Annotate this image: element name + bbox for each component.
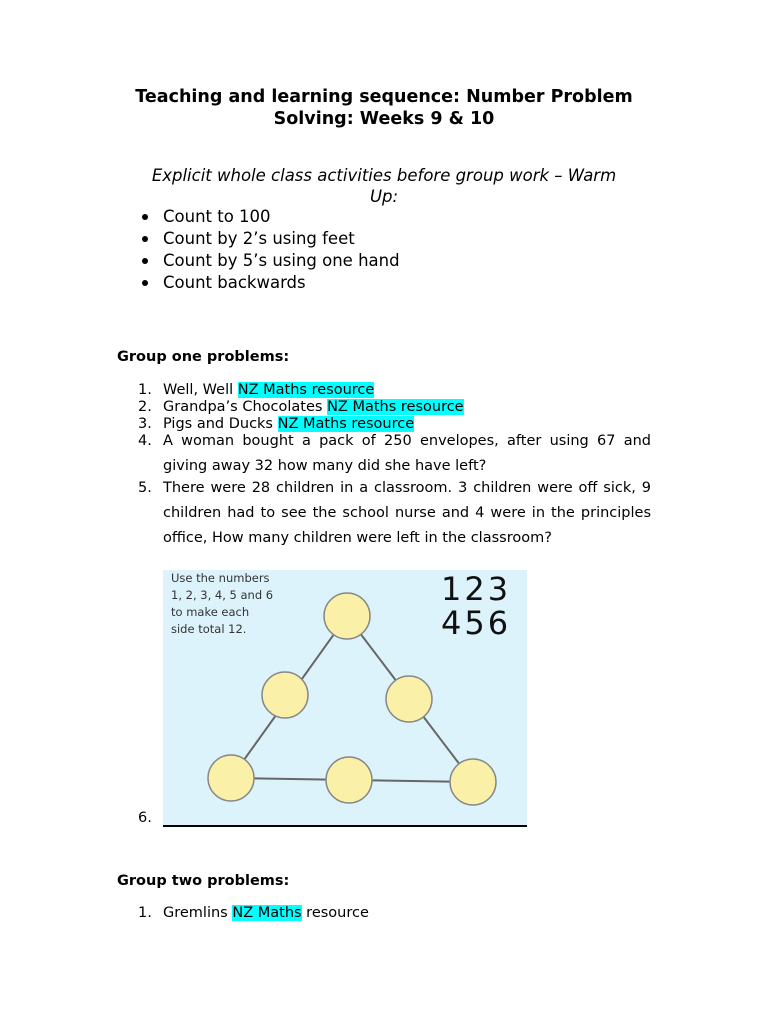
item-number: 2. [138, 399, 152, 415]
puzzle-circle [262, 672, 308, 718]
item-text: A woman bought a pack of 250 envelopes, after using 67 and giving away 32 how many did she have left? [163, 433, 651, 474]
instruction-line: to make each [171, 605, 250, 619]
triangle-puzzle-image [163, 570, 527, 827]
list-item [138, 399, 651, 416]
nz-maths-resource-link[interactable]: NZ Maths resource [327, 399, 464, 415]
item-number: 4. [138, 433, 152, 449]
warmup-heading [118, 165, 650, 207]
puzzle-circle [326, 757, 372, 803]
warmup-item: Count by 2’s using feet [140, 228, 400, 250]
list-item [138, 476, 651, 551]
instruction-line: side total 12. [171, 622, 247, 636]
item-number: 1. [138, 382, 152, 398]
puzzle-numbers [441, 572, 511, 640]
puzzle-circle [386, 676, 432, 722]
puzzle-circle [450, 759, 496, 805]
warmup-list [140, 206, 400, 294]
item-text-after: resource [301, 905, 369, 921]
title-line-2: Solving: Weeks 9 & 10 [273, 109, 495, 129]
puzzle-instructions [171, 570, 301, 638]
numbers-row-1: 123 [441, 570, 512, 608]
warmup-item: Count by 5’s using one hand [140, 250, 400, 272]
nz-maths-resource-link[interactable]: NZ Maths resource [277, 416, 415, 432]
item-number: 6. [138, 810, 152, 826]
instruction-line: 1, 2, 3, 4, 5 and 6 [171, 588, 274, 602]
group-one-heading: Group one problems: [117, 349, 290, 365]
group-two-heading: Group two problems: [117, 873, 290, 889]
instruction-line: Use the numbers [171, 571, 270, 585]
item-text: There were 28 children in a classroom. 3 children were off sick, 9 children had to see the school nurse and 4 were in the principles office, How many children were left in the classroom? [163, 480, 651, 546]
list-item [138, 905, 369, 922]
item-number: 5. [138, 480, 152, 496]
item-text: Pigs and Ducks [163, 416, 278, 432]
warmup-item: Count to 100 [140, 206, 400, 228]
page-title [0, 86, 768, 130]
group-two-list [138, 905, 369, 922]
warmup-heading-line-2: Up: [369, 187, 399, 206]
item-text: Grandpa’s Chocolates [163, 399, 328, 415]
group-one-list [138, 382, 651, 551]
item-number: 1. [138, 905, 152, 921]
puzzle-circle [324, 593, 370, 639]
item-text: Well, Well [163, 382, 238, 398]
warmup-item: Count backwards [140, 272, 400, 294]
item-text: Gremlins [163, 905, 233, 921]
title-line-1: Teaching and learning sequence: Number Problem [135, 87, 633, 107]
numbers-row-2: 456 [441, 604, 512, 642]
nz-maths-resource-link[interactable]: NZ Maths resource [237, 382, 375, 398]
item-number: 3. [138, 416, 152, 432]
list-item [138, 382, 651, 399]
nz-maths-link[interactable]: NZ Maths [232, 905, 302, 921]
list-item [138, 429, 651, 479]
warmup-heading-line-1: Explicit whole class activities before group work – Warm [151, 166, 617, 185]
puzzle-circle [208, 755, 254, 801]
